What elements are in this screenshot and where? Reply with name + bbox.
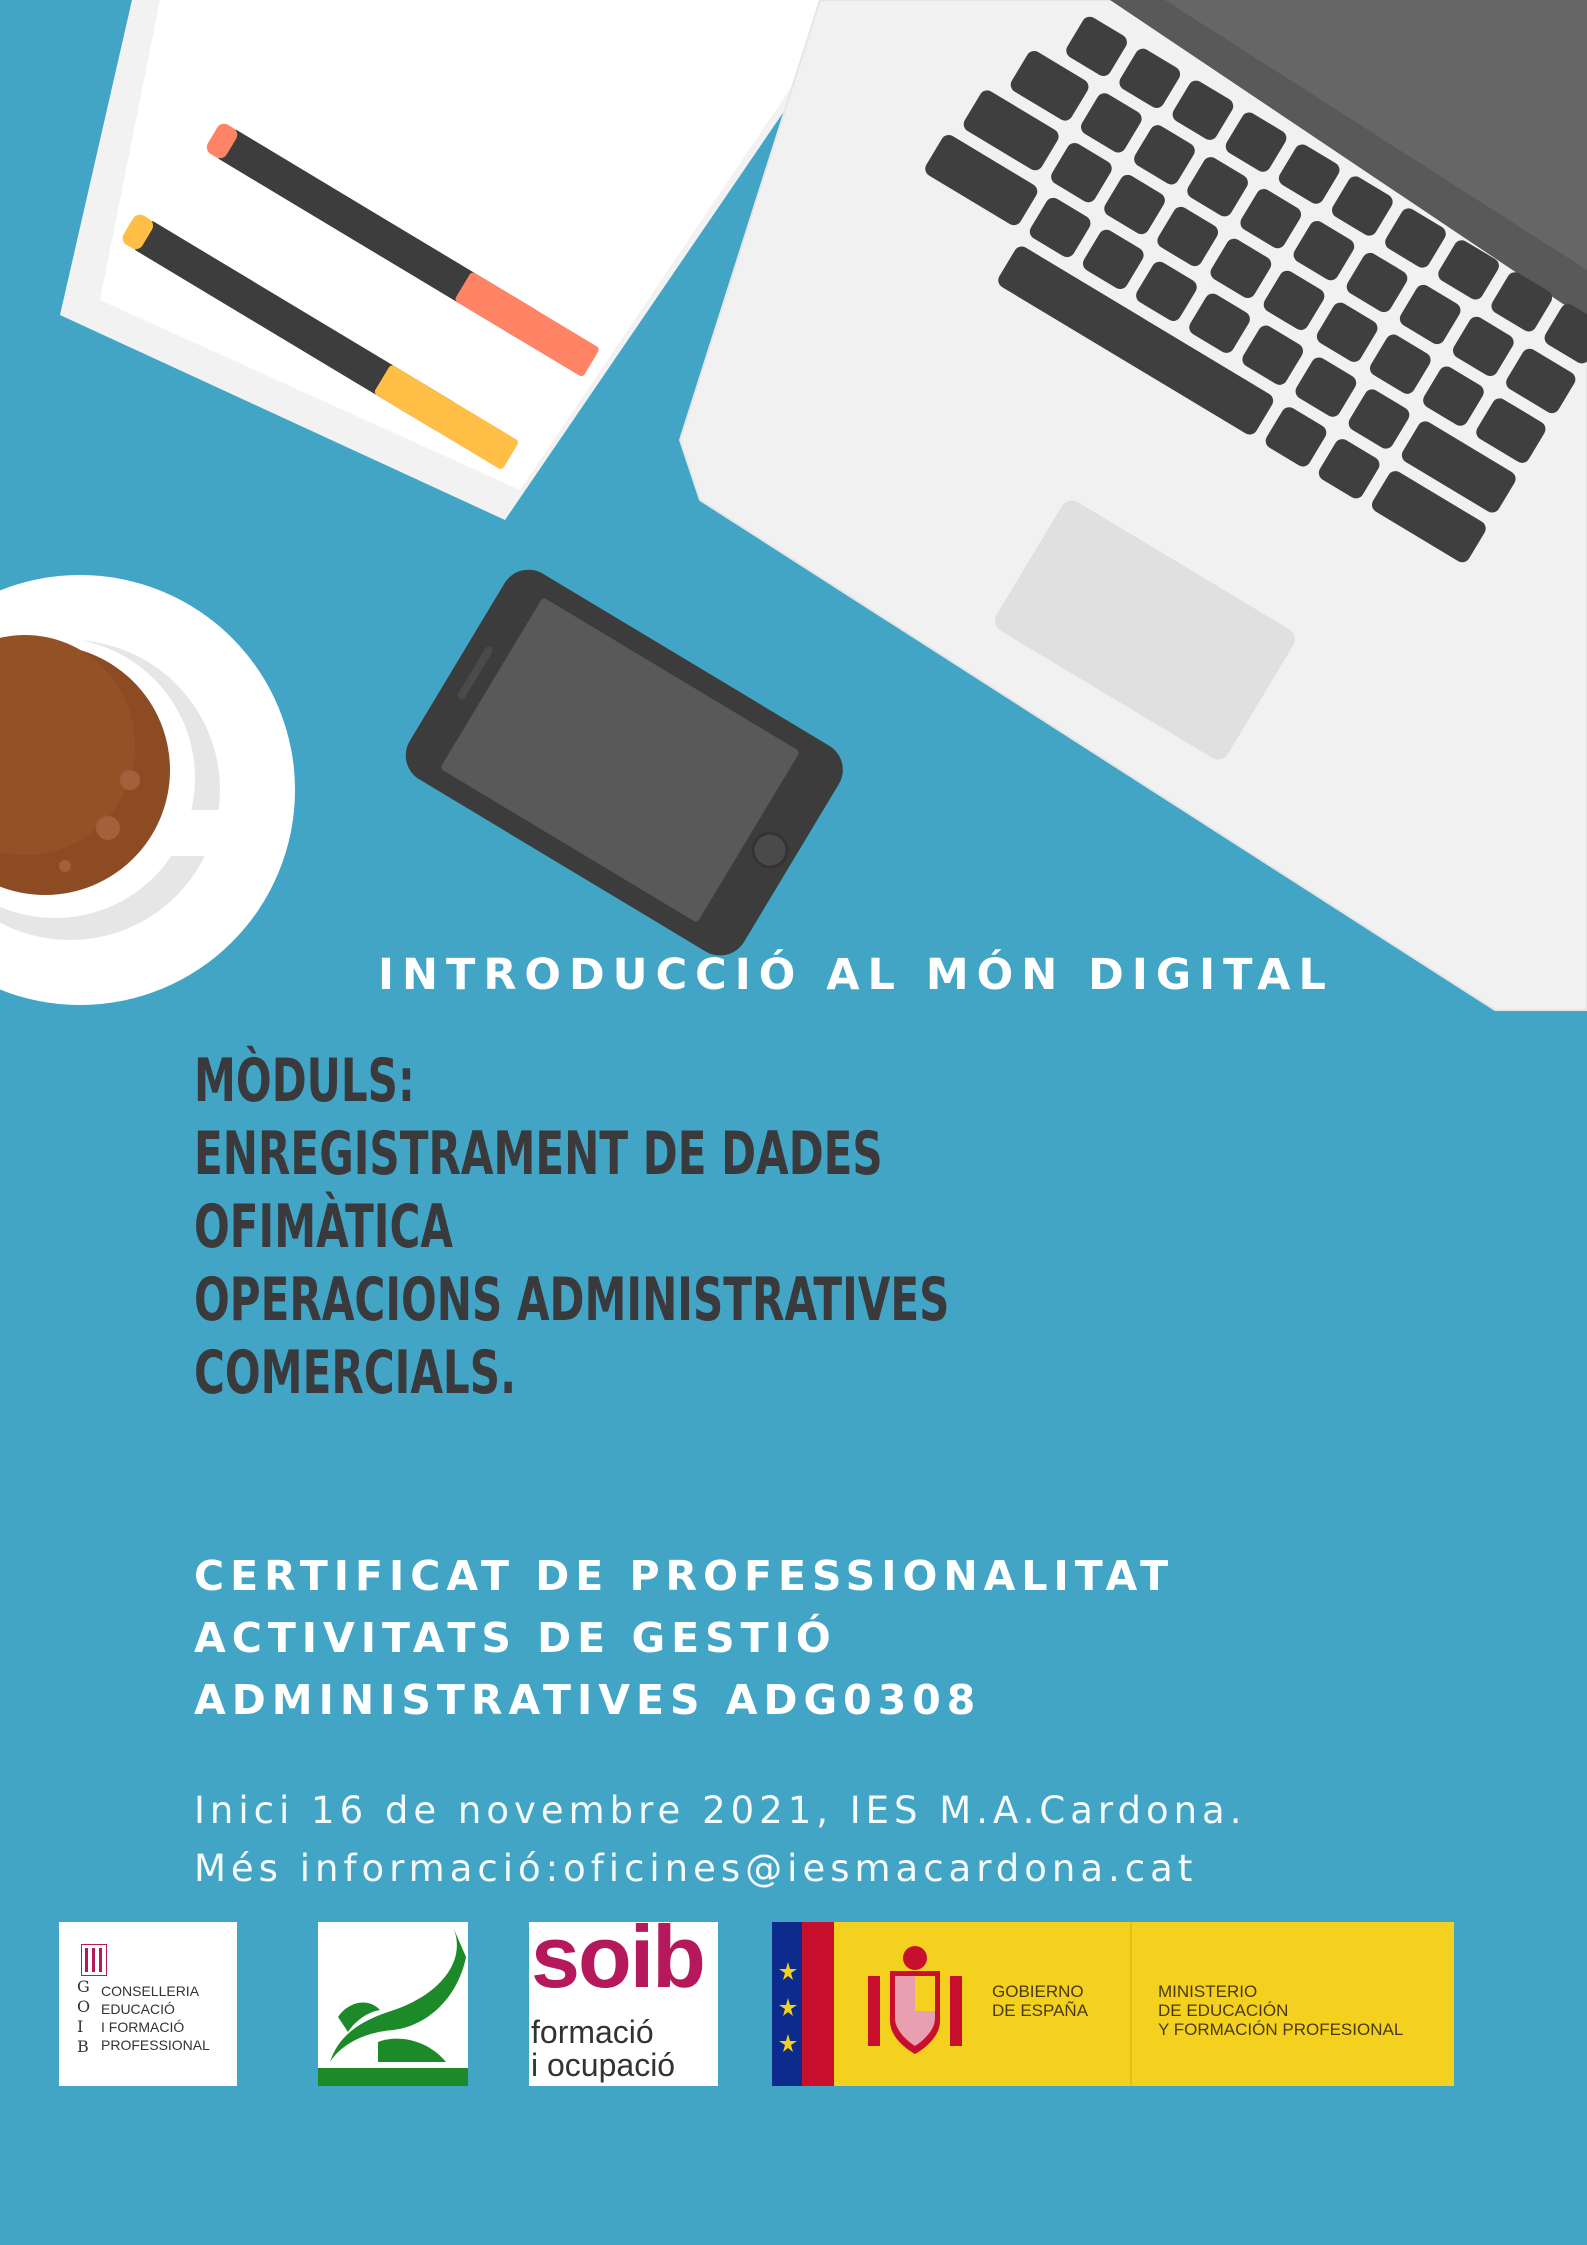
modules-line: OFIMÀTICA xyxy=(194,1192,453,1262)
modules-line: MÒDULS: xyxy=(194,1046,415,1116)
contact-email-text: Més informació:oficines@iesmacardona.cat xyxy=(194,1847,1198,1890)
course-title: INTRODUCCIÓ AL MÓN DIGITAL xyxy=(378,950,1334,1000)
eu-stars-icon xyxy=(776,1962,800,2052)
gobierno-text xyxy=(992,1982,1088,2020)
goib-letter: O xyxy=(77,1997,91,2016)
gobierno-ministerio-logo xyxy=(772,1922,1454,2086)
logo-divider xyxy=(1130,1922,1132,2086)
goib-text-line: EDUCACIÓ xyxy=(101,2001,175,2017)
soib-logo xyxy=(529,1922,718,2086)
soib-subtitle xyxy=(531,2016,675,2082)
ministerio-text xyxy=(1158,1982,1403,2039)
certificate-line: ACTIVITATS DE GESTIÓ xyxy=(194,1614,837,1662)
ministerio-text-line: Y FORMACIÓN PROFESIONAL xyxy=(1158,2020,1404,2039)
coffee-cup-icon xyxy=(0,575,295,1005)
goib-text-line: PROFESSIONAL xyxy=(101,2037,210,2053)
goib-letter: B xyxy=(77,2037,89,2056)
goib-text-line: I FORMACIÓ xyxy=(101,2019,185,2035)
green-swirl-logo xyxy=(318,1922,468,2086)
soib-subtitle-line: formació xyxy=(531,2014,654,2050)
spain-flag-bar xyxy=(802,1922,834,2086)
laptop-icon xyxy=(680,0,1587,1010)
spain-coat-of-arms-icon xyxy=(860,1946,970,2064)
modules-line: OPERACIONS ADMINISTRATIVES xyxy=(194,1265,950,1335)
certificate-heading xyxy=(194,1545,1174,1731)
soib-subtitle-line: i ocupació xyxy=(531,2047,676,2083)
ministerio-text-line: DE EDUCACIÓN xyxy=(1158,2001,1289,2020)
modules-heading xyxy=(194,1045,1169,1410)
smartphone-icon xyxy=(395,559,853,966)
goib-letter: I xyxy=(77,2017,84,2036)
soib-brand: soib xyxy=(531,1922,704,2006)
desk-illustration xyxy=(0,0,1587,1040)
certificate-line: CERTIFICAT DE PROFESSIONALITAT xyxy=(194,1552,1175,1600)
goib-logo xyxy=(59,1922,237,2086)
modules-line: ENREGISTRAMENT DE DADES xyxy=(194,1119,883,1189)
start-date-text: Inici 16 de novembre 2021, IES M.A.Cardona. xyxy=(194,1789,1247,1832)
goib-letter: G xyxy=(77,1977,90,1996)
info-block xyxy=(194,1782,1247,1898)
green-swirl-icon xyxy=(318,1922,468,2086)
certificate-line: ADMINISTRATIVES ADG0308 xyxy=(194,1676,982,1724)
goib-crest-icon xyxy=(81,1944,107,1976)
goib-text xyxy=(101,1982,210,2054)
goib-text-line: CONSELLERIA xyxy=(101,1983,200,1999)
gobierno-text-line: GOBIERNO xyxy=(992,1982,1084,2001)
ministerio-text-line: MINISTERIO xyxy=(1158,1982,1258,2001)
goib-letters xyxy=(77,1977,90,2057)
modules-line: COMERCIALS. xyxy=(194,1338,517,1408)
gobierno-text-line: DE ESPAÑA xyxy=(992,2001,1089,2020)
